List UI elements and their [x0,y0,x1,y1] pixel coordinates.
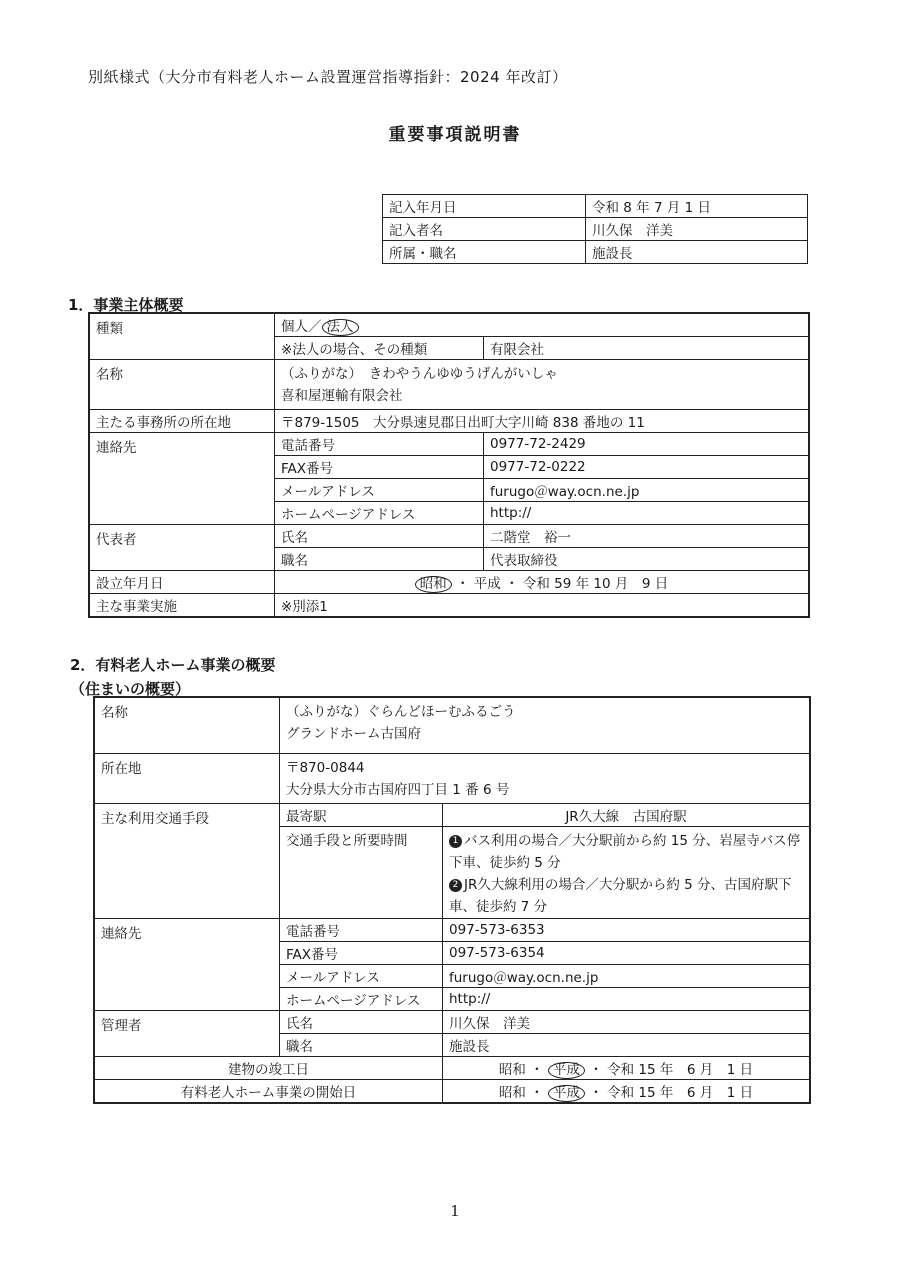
home-contact-label: 連絡先 [94,919,280,1011]
document-title: 重要事項説明書 [388,125,522,145]
home-address: 大分県大分市古国府四丁目 1 番 6 号 [286,781,510,798]
mail-value: furugo＠way.ocn.ne.jp [484,479,810,502]
access-route-2: 2 JR久大線利用の場合／大分駅から約 5 分、古国府駅下車、徒歩約 7 分 [449,877,792,915]
home-name-kanji: グランドホーム古国府 [286,726,421,742]
hp-value: http:// [484,502,810,525]
access-label: 交通手段と所要時間 [280,827,443,919]
entry-position-label: 所属・職名 [383,241,586,264]
name-value [275,360,810,410]
page-number: 1 [450,1202,460,1220]
built-value: 昭和 ・ 平成 ・ 令和 15 年 6 月 1 日 [443,1057,811,1080]
entry-date-label: 記入年月日 [383,195,586,218]
built-era-circled: 平成 [548,1062,585,1079]
manager-label: 管理者 [94,1011,280,1057]
entry-date-value: 令和 8 年 7 月 1 日 [586,195,808,218]
rep-name-label: 氏名 [275,525,484,548]
home-fax-value: 097-573-6354 [443,942,811,965]
home-phone-label: 電話番号 [280,919,443,942]
type-corp-circled: 法人 [322,319,359,336]
home-hp-value: http:// [443,988,811,1011]
mgr-title-label: 職名 [280,1034,443,1057]
phone-value: 0977-72-2429 [484,433,810,456]
est-label: 設立年月日 [89,571,275,594]
rep-name-value: 二階堂 裕一 [484,525,810,548]
number-two-icon: 2 [449,879,462,892]
hp-label: ホームページアドレス [275,502,484,525]
mgr-title-value: 施設長 [443,1034,811,1057]
corp-kind-label: ※法人の場合、その種類 [275,337,484,360]
biz-label: 主な事業実施 [89,594,275,618]
type-slash: ／ [308,318,322,335]
mail-label: メールアドレス [275,479,484,502]
access-value [443,827,811,919]
rep-title-value: 代表取締役 [484,548,810,571]
rep-label: 代表者 [89,525,275,571]
built-label: 建物の竣工日 [94,1057,443,1080]
home-address-value [280,754,811,804]
home-hp-label: ホームページアドレス [280,988,443,1011]
transport-label: 主な利用交通手段 [94,804,280,919]
type-individual: 個人 [281,318,308,335]
home-mail-label: メールアドレス [280,965,443,988]
access-route-1: 1 バス利用の場合／大分駅前から約 15 分、岩屋寺バス停下車、徒歩約 5 分 [449,833,801,871]
phone-label: 電話番号 [275,433,484,456]
mgr-name-value: 川久保 洋美 [443,1011,811,1034]
entry-writer-value: 川久保 洋美 [586,218,808,241]
section2-subheading: （住まいの概要） [70,680,191,698]
office-value: 〒879-1505 大分県速見郡日出町大字川崎 838 番地の 11 [275,410,810,433]
name-kanji: 喜和屋運輸有限会社 [281,387,403,404]
home-name-furigana: （ふりがな）ぐらんどほーむふるごう [286,704,516,720]
home-address-label: 所在地 [94,754,280,804]
home-mail-value: furugo＠way.ocn.ne.jp [443,965,811,988]
fax-label: FAX番号 [275,456,484,479]
home-phone-value: 097-573-6353 [443,919,811,942]
form-header-note: 別紙様式（大分市有料老人ホーム設置運営指導指針：2024 年改訂） [88,68,568,86]
start-value: 昭和 ・ 平成 ・ 令和 15 年 6 月 1 日 [443,1080,811,1104]
home-name-value [280,697,811,754]
type-label: 種類 [89,313,275,360]
operator-overview-table [88,312,810,618]
section2-heading: 2．有料老人ホーム事業の概要 [70,656,276,674]
number-one-icon: 1 [449,835,462,848]
office-label: 主たる事務所の所在地 [89,410,275,433]
name-furigana: （ふりがな） きわやうんゆゆうげんがいしゃ [281,365,558,382]
type-value [275,313,810,337]
corp-kind-value: 有限会社 [484,337,810,360]
home-postal: 〒870-0844 [286,759,365,776]
rep-title-label: 職名 [275,548,484,571]
name-label: 名称 [89,360,275,410]
residence-overview-table [93,696,811,1104]
mgr-name-label: 氏名 [280,1011,443,1034]
fax-value: 0977-72-0222 [484,456,810,479]
start-era-circled: 平成 [548,1085,585,1102]
home-fax-label: FAX番号 [280,942,443,965]
entry-writer-label: 記入者名 [383,218,586,241]
home-name-label: 名称 [94,697,280,754]
biz-value: ※別添1 [275,594,810,618]
entry-info-table [382,194,808,264]
entry-position-value: 施設長 [586,241,808,264]
station-value: JR久大線 古国府駅 [443,804,811,827]
section1-heading: 1．事業主体概要 [68,296,184,314]
station-label: 最寄駅 [280,804,443,827]
est-era-circled: 昭和 [415,576,452,593]
contact-label: 連絡先 [89,433,275,525]
start-label: 有料老人ホーム事業の開始日 [94,1080,443,1104]
est-value [275,571,810,594]
est-date: ・ 平成 ・ 令和 59 年 10 月 9 日 [456,575,669,592]
